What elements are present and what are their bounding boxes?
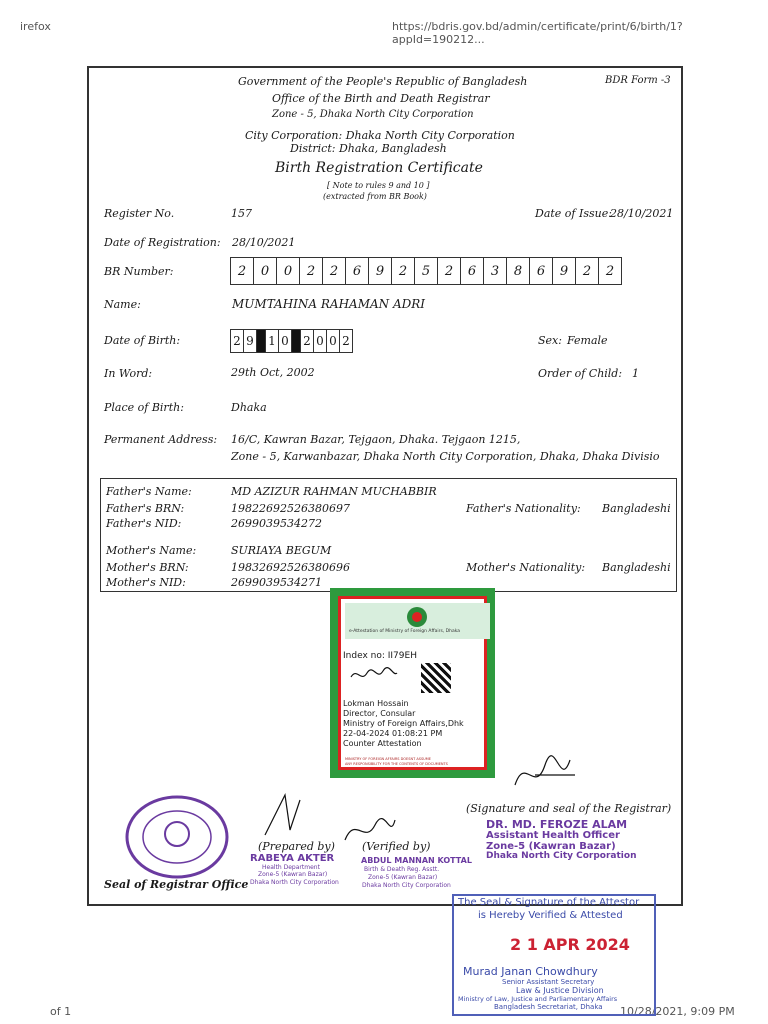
registrar-signature-icon (505, 745, 585, 800)
br-number-label: BR Number: (104, 265, 174, 278)
dob-digit: 0 (279, 330, 292, 352)
br-digit: 6 (530, 258, 553, 284)
issue-label: Date of Issue: (535, 207, 612, 220)
seal-office-label: Seal of Registrar Office (104, 878, 249, 891)
verifier-zone: Zone-5 (Kawran Bazar) (368, 874, 438, 881)
dob-separator (292, 330, 301, 352)
father-nid-label: Father's NID: (106, 517, 182, 530)
sex-label: Sex: (538, 334, 562, 347)
place-label: Place of Birth: (104, 401, 184, 414)
in-word-value: 29th Oct, 2002 (231, 366, 315, 379)
attestation-type: Counter Attestation (343, 739, 422, 748)
header-line5: District: Dhaka, Bangladesh (290, 142, 447, 155)
mother-name-label: Mother's Name: (106, 544, 197, 557)
attestor-name: Lokman Hossain (343, 699, 409, 708)
registration-value: 28/10/2021 (232, 236, 296, 249)
br-digit: 0 (254, 258, 277, 284)
secretary-name: Murad Janan Chowdhury (463, 965, 598, 978)
br-digit: 2 (392, 258, 415, 284)
dob-digit: 2 (301, 330, 314, 352)
br-digit: 2 (438, 258, 461, 284)
dob-digit: 2 (342, 334, 350, 348)
attestor-signature-icon (349, 663, 399, 685)
header-line3: Zone - 5, Dhaka North City Corporation (272, 109, 474, 120)
attestor-ministry: Ministry of Foreign Affairs,Dhk (343, 719, 464, 728)
preparer-dept: Health Department (262, 864, 320, 871)
page-count: of 1 (50, 1005, 72, 1018)
br-digit: 6 (461, 258, 484, 284)
in-word-label: In Word: (104, 367, 153, 380)
browser-app-name: irefox (20, 20, 51, 33)
print-datetime: 10/28/2021, 9:09 PM (620, 1005, 735, 1018)
preparer-signature-icon (255, 790, 315, 840)
preparer-zone: Zone-5 (Kawran Bazar) (258, 871, 328, 878)
attestor-title: Director, Consular (343, 709, 416, 718)
dob-separator (257, 330, 266, 352)
dob-digit: 1 (266, 330, 279, 352)
issue-value: 28/10/2021 (610, 207, 674, 220)
sex-value: Female (567, 334, 608, 347)
dob-digit: 2 (231, 330, 244, 352)
father-name: MD AZIZUR RAHMAN MUCHABBIR (231, 485, 437, 498)
officer-name: DR. MD. FEROZE ALAM (486, 818, 628, 831)
father-nat: Bangladeshi (602, 502, 671, 515)
name-label: Name: (104, 298, 141, 311)
father-brn-label: Father's BRN: (106, 502, 185, 515)
br-digit: 8 (507, 258, 530, 284)
father-nid: 2699039534272 (231, 517, 322, 530)
mother-nid-label: Mother's NID: (106, 576, 186, 589)
form-number: BDR Form -3 (605, 75, 671, 86)
order-label: Order of Child: (538, 367, 623, 380)
officer-zone: Zone-5 (Kawran Bazar) (486, 841, 616, 852)
br-digit: 2 (605, 263, 615, 279)
father-brn: 19822692526380697 (231, 502, 350, 515)
dob-digit: 0 (314, 330, 327, 352)
officer-title: Assistant Health Officer (486, 830, 620, 841)
verifier-corp: Dhaka North City Corporation (362, 882, 451, 889)
order-value: 1 (632, 367, 639, 380)
mother-nid: 2699039534271 (231, 576, 322, 589)
br-digit: 0 (277, 258, 300, 284)
dob-digit: 9 (244, 330, 257, 352)
mother-brn-label: Mother's BRN: (106, 561, 189, 574)
br-digit: 2 (576, 258, 599, 284)
dob-boxes (230, 329, 353, 353)
attested-date: 2 1 APR 2024 (510, 935, 630, 954)
header-line4: City Corporation: Dhaka North City Corporation (245, 129, 515, 142)
attestation-footer1: MINISTRY OF FOREIGN AFFAIRS DOESNT ASSUME (345, 757, 431, 761)
attestation-sticker (330, 588, 495, 778)
certificate-title: Birth Registration Certificate (275, 160, 483, 176)
rules-note: [ Note to rules 9 and 10 ] (327, 181, 430, 190)
verifier-name: ABDUL MANNAN KOTTAL (361, 856, 472, 865)
secretary-ministry: Ministry of Law, Justice and Parliamentary Affairs (458, 995, 618, 1003)
place-value: Dhaka (231, 401, 267, 414)
address-label: Permanent Address: (104, 433, 218, 446)
preparer-name: RABEYA AKTER (250, 853, 335, 864)
secretary-place: Bangladesh Secretariat, Dhaka (494, 1003, 603, 1011)
registrar-round-seal-icon (122, 792, 232, 882)
address-line1: 16/C, Kawran Bazar, Tejgaon, Dhaka. Tejgaon 1215, (231, 433, 521, 446)
mother-name: SURIAYA BEGUM (231, 544, 332, 557)
register-value: 157 (231, 207, 252, 220)
secretary-title: Senior Assistant Secretary (502, 978, 595, 986)
verified-by-label: (Verified by) (362, 840, 431, 853)
br-digit: 6 (346, 258, 369, 284)
attestation-banner (345, 603, 490, 639)
dob-digit: 0 (327, 330, 340, 352)
attestor-line2: is Hereby Verified & Attested (478, 910, 623, 921)
dob-label: Date of Birth: (104, 334, 181, 347)
officer-corp: Dhaka North City Corporation (486, 851, 637, 861)
registration-label: Date of Registration: (104, 236, 221, 249)
father-nat-label: Father's Nationality: (466, 502, 581, 515)
register-label: Register No. (104, 207, 175, 220)
registrar-signature-label: (Signature and seal of the Registrar) (466, 802, 672, 815)
br-digit: 2 (323, 258, 346, 284)
preparer-corp: Dhaka North City Corporation (250, 879, 339, 886)
verifier-title: Birth & Death Reg. Asstt. (364, 866, 440, 873)
mother-brn: 19832692526380696 (231, 561, 350, 574)
br-digit: 9 (553, 258, 576, 284)
br-digit: 2 (231, 258, 254, 284)
br-digit: 2 (300, 258, 323, 284)
prepared-by-label: (Prepared by) (258, 840, 335, 853)
header-line1: Government of the People's Republic of Bangladesh (238, 75, 528, 88)
mother-nat: Bangladeshi (602, 561, 671, 574)
attestation-datetime: 22-04-2024 01:08:21 PM (343, 729, 443, 738)
attestor-line1: The Seal & Signature of the Attestor (458, 897, 640, 908)
name-value: MUMTAHINA RAHAMAN ADRI (232, 297, 426, 311)
address-line2: Zone - 5, Karwanbazar, Dhaka North City Corporation, Dhaka, Dhaka Divisio (231, 450, 660, 463)
attestation-footer2: ANY RESPONSIBILITY FOR THE CONTENTS OF DOCUMENTS (345, 762, 448, 766)
bangladesh-emblem-icon (405, 605, 429, 629)
br-digit: 9 (369, 258, 392, 284)
extracted-note: (extracted from BR Book) (323, 192, 427, 201)
qr-code-icon (421, 663, 451, 693)
header-line2: Office of the Birth and Death Registrar (272, 92, 490, 105)
secretary-division: Law & Justice Division (516, 986, 604, 995)
attestation-index: Index no: II79EH (343, 651, 417, 661)
attestation-banner-text: e-Attestation of Ministry of Foreign Affairs, Dhaka (349, 629, 461, 634)
br-digit: 5 (415, 258, 438, 284)
father-name-label: Father's Name: (106, 485, 192, 498)
br-digit: 3 (484, 258, 507, 284)
browser-url[interactable]: https://bdris.gov.bd/admin/certificate/print/6/birth/1?appId=190212... (392, 20, 683, 46)
br-number-boxes (230, 257, 622, 285)
mother-nat-label: Mother's Nationality: (466, 561, 586, 574)
